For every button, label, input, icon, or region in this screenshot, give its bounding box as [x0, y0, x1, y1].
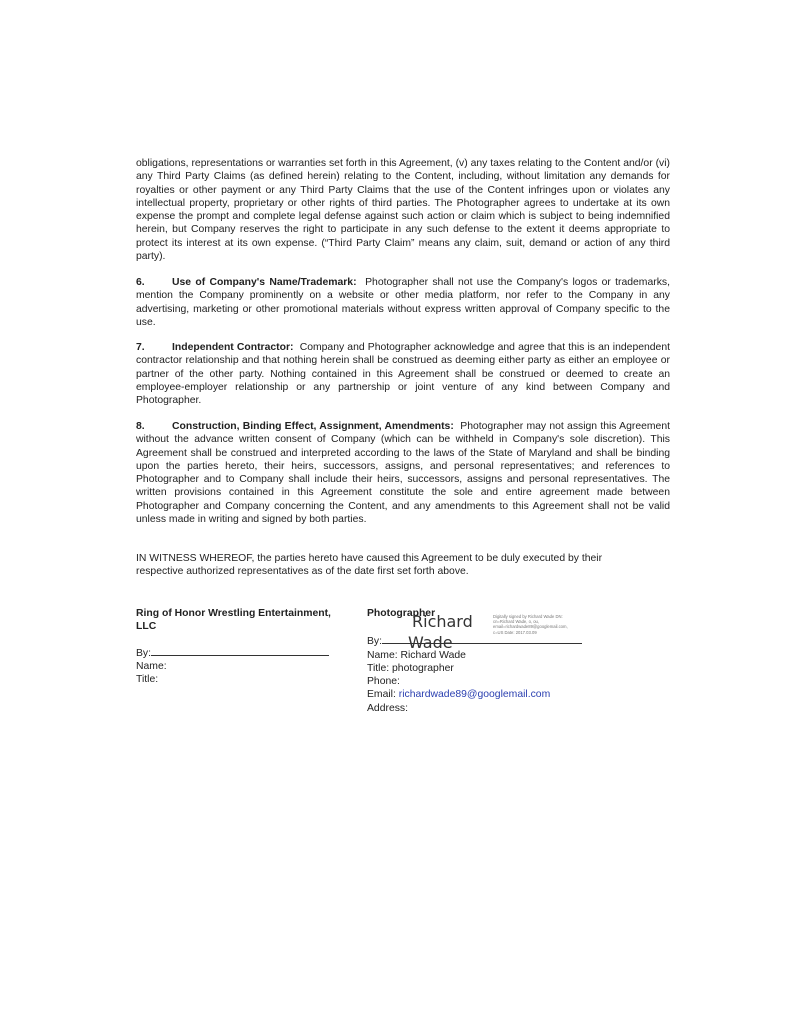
email-label: Email: — [367, 689, 399, 701]
section-heading: Construction, Binding Effect, Assignment, Amendments: — [172, 421, 454, 432]
company-name: Ring of Honor Wrestling Entertainment, — [136, 608, 331, 619]
photographer-address: Address: — [367, 702, 409, 714]
signature-last-name: Wade — [408, 633, 453, 652]
photographer-name: Name: Richard Wade — [367, 649, 466, 661]
digital-signature-stamp: Digitally signed by Richard Wade DN: cn=Richard Wade, o, ou, email=richardwade89@googlemail.com, c=US Date: 2017.03.09 — [493, 614, 568, 635]
indemnity-paragraph-continued: obligations, representations or warranties set forth in this Agreement, (v) any taxes relating to the Content and/or (vi) any Third Party Claims (as defined herein) relating to the Content, including, without limitation any demands for royalties or other payment or any Third Party Claims that the use of the Content infringes upon or violates any intellectual property, proprietary or other rights of third parties. The Photographer agrees to undertake at its own expense the prompt and complete legal defense against such action or claim which is subject to being indemnified herein, but Company reserves the right to participate in any such defense to the extent it deems appropriate to protect its interest at its own expense. (“Third Party Claim” means any claim, suit, demand or action of any third party). — [136, 158, 670, 263]
section-8 — [136, 420, 670, 526]
company-by-line — [136, 645, 356, 660]
witness-clause: IN WITNESS WHEREOF, the parties hereto have caused this Agreement to be duly executed by their respective authorized representatives as of the date first set forth above. — [136, 553, 603, 578]
photographer-email-row — [367, 688, 587, 701]
signature-first-name: Richard — [412, 612, 473, 631]
photographer-phone: Phone: — [367, 676, 400, 688]
company-name-field: Name: — [136, 660, 167, 672]
section-text: Company and Photographer acknowledge and agree that this is an independent contractor relationship and that nothing herein shall be construed as deeming either party as either an employee or partner of the other party. Nothing contained in this Agreement shall be construed or deemed to create an employee-employer relationship or any partnership or joint venture of any kind between Company and Photographer. — [136, 342, 671, 407]
section-text: Photographer shall not use the Company's logos or trademarks, mention the Company prominently on a website or other media platform, nor refer to the Company in any advertising, marketing or other promotional materials without express written approval of Company specific to the use. — [136, 277, 670, 328]
photographer-title: Title: photographer — [367, 662, 454, 674]
company-title-field: Title: — [136, 674, 159, 686]
signature-line — [151, 645, 329, 656]
photographer-heading: Photographer — [367, 608, 436, 619]
company-signature-block — [136, 607, 356, 686]
section-number: 6. — [136, 277, 145, 288]
section-7 — [136, 341, 670, 407]
section-6 — [136, 276, 670, 329]
company-name-suffix: LLC — [136, 621, 157, 633]
email-link[interactable]: richardwade89@googlemail.com — [398, 689, 551, 701]
section-heading: Independent Contractor: — [172, 342, 294, 353]
photographer-by-line — [367, 633, 587, 648]
section-number: 8. — [136, 421, 145, 432]
by-label: By: — [136, 647, 152, 659]
section-number: 7. — [136, 342, 145, 353]
section-text: Photographer may not assign this Agreement without the advance written consent of Company (which can be withheld in Company's sole discretion). This Agreement shall be construed and interpreted according to the laws of the State of Maryland and shall be binding upon the parties hereto, their heirs, successors, assigns, and personal representatives; and references to Photographer and to Company shall include their heirs, successors, assigns and personal representatives. The written provisions contained in this Agreement constitute the sole and entire agreement made between Photographer and Company concerning the Content, and any amendments to this Agreement shall not be valid unless made in writing and signed by both parties. — [136, 421, 670, 526]
by-label: By: — [367, 636, 383, 648]
section-heading: Use of Company's Name/Trademark: — [172, 277, 357, 288]
